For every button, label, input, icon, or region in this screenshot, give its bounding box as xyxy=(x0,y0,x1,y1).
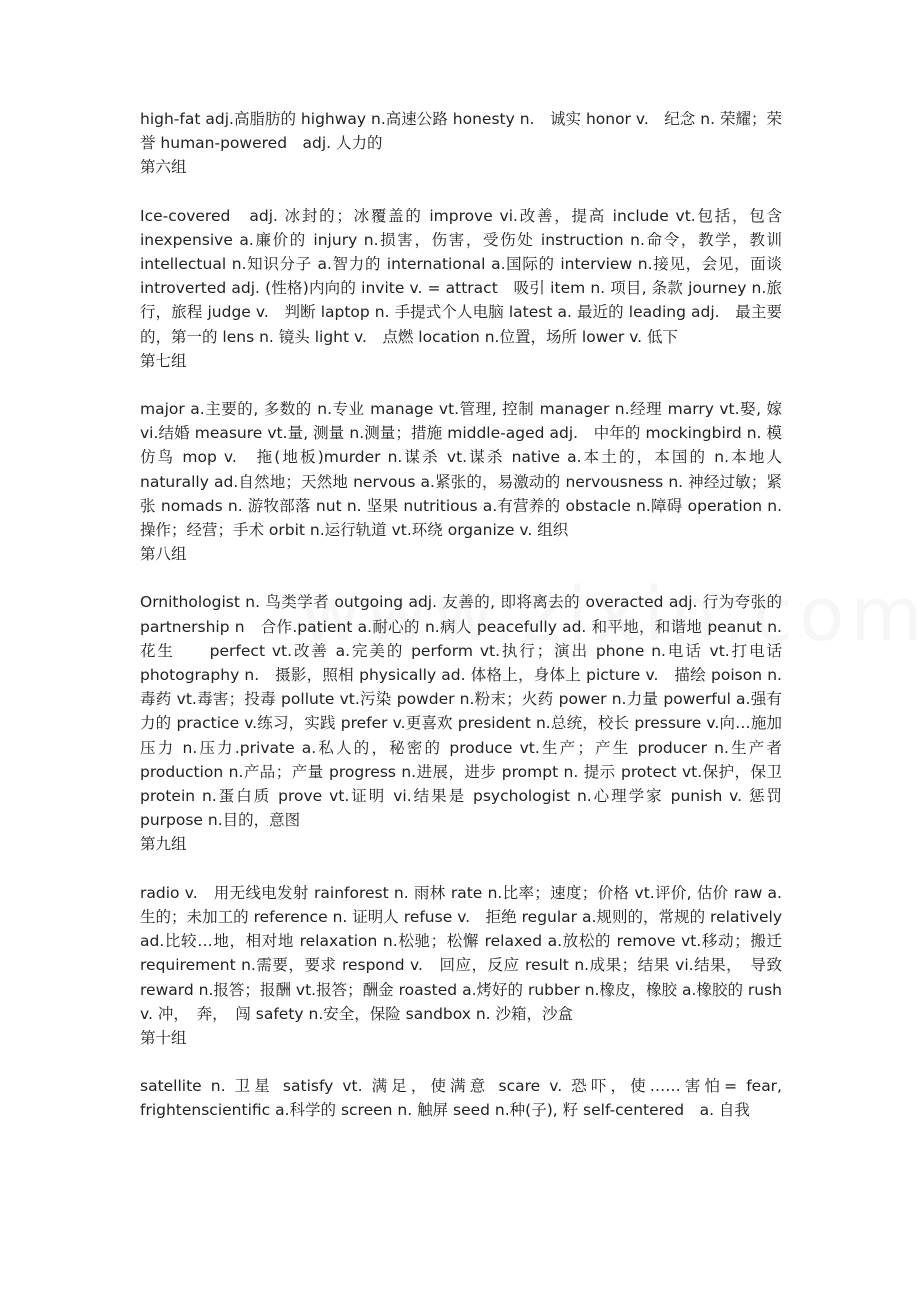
group-10-heading: 第十组 xyxy=(140,1028,187,1047)
spacer xyxy=(140,180,782,204)
spacer xyxy=(140,1050,782,1074)
group-9-heading: 第九组 xyxy=(140,835,187,854)
group-10-paragraph: satellite n. 卫星 satisfy vt. 满足，使满意 scare v. 恐吓，使……害怕= fear, frightenscientific a.科学的 screen n. 触屏 seed n.种(子), 籽 self-centered a. 自我 xyxy=(140,1077,782,1120)
spacer xyxy=(140,566,782,590)
group-6-paragraph: Ice-covered adj. 冰封的；冰覆盖的 improve vi.改善，提高 include vt.包括，包含 inexpensive a.廉价的 injury n.损害，伤害，受伤处 instruction n.命令，教学，教训 intellectual n.知识分子 a.智力的 international a.国际的 interview n.接见，会见，面谈 introverted adj. (性格)内向的 invite v. = attract 吸引 item n. 项目, 条款 journey n.旅行，旅程 judge v. 判断 laptop n. 手提式个人电脑 latest a. 最近的 leading adj. 最主要的，第一的 lens n. 镜头 light v. 点燃 location n.位置，场所 lower v. 低下 xyxy=(140,206,782,346)
group-9-paragraph: radio v. 用无线电发射 rainforest n. 雨林 rate n.比率；速度；价格 vt.评价, 估价 raw a.生的；未加工的 reference n. 证明人 refuse v. 拒绝 regular a.规则的，常规的 relatively ad.比较…地，相对地 relaxation n.松驰；松懈 relaxed a.放松的 remove vt.移动；搬迁 requirement n.需要，要求 respond v. 回应，反应 result n.成果；结果 vi.结果， 导致 reward n.报答；报酬 vt.报答；酬金 roasted a.烤好的 rubber n.橡皮，橡胶 a.橡胶的 rush v. 冲， 奔， 闯 safety n.安全，保险 sandbox n. 沙箱，沙盒 xyxy=(140,883,782,1023)
group-7-paragraph: major a.主要的, 多数的 n.专业 manage vt.管理, 控制 manager n.经理 marry vt.娶, 嫁 vi.结婚 measure vt.量, 测量 n.测量；措施 middle-aged adj. 中年的 mockingbird n. 模仿鸟 mop v. 拖(地板)murder n.谋杀 vt.谋杀 native a.本土的，本国的 n.本地人 naturally ad.自然地；天然地 nervous a.紧张的，易激动的 nervousness n. 神经过敏；紧张 nomads n. 游牧部落 nut n. 坚果 nutritious a.有营养的 obstacle n.障碍 operation n.操作；经营；手术 orbit n.运行轨道 vt.环绕 organize v. 组织 xyxy=(140,400,782,540)
group-7-heading: 第七组 xyxy=(140,351,187,370)
vocab-paragraph-intro: high-fat adj.高脂肪的 highway n.高速公路 honesty n. 诚实 honor v. 纪念 n. 荣耀；荣誉 human-powered adj. 人力的 xyxy=(140,110,782,153)
group-8-paragraph: Ornithologist n. 鸟类学者 outgoing adj. 友善的, 即将离去的 overacted adj. 行为夸张的 partnership n 合作.patient a.耐心的 n.病人 peacefully ad. 和平地，和谐地 peanut n.花生 perfect vt.改善 a.完美的 perform vt.执行；演出 phone n.电话 vt.打电话 photography n. 摄影，照相 physically ad. 体格上，身体上 picture v. 描绘 poison n.毒药 vt.毒害；投毒 pollute vt.污染 powder n.粉末；火药 power n.力量 powerful a.强有力的 practice v.练习，实践 prefer v.更喜欢 president n.总统，校长 pressure v.向…施加压力 n.压力.private a.私人的，秘密的 produce vt.生产；产生 producer n.生产者 production n.产品；产量 progress n.进展，进步 prompt n. 提示 protect vt.保护，保卫 protein n.蛋白质 prove vt.证明 vi.结果是 psychologist n.心理学家 punish v. 惩罚 purpose n.目的，意图 xyxy=(140,593,782,830)
spacer xyxy=(140,373,782,397)
document-body xyxy=(140,107,782,1123)
spacer xyxy=(140,857,782,881)
group-6-heading: 第六组 xyxy=(140,158,187,177)
group-8-heading: 第八组 xyxy=(140,545,187,564)
